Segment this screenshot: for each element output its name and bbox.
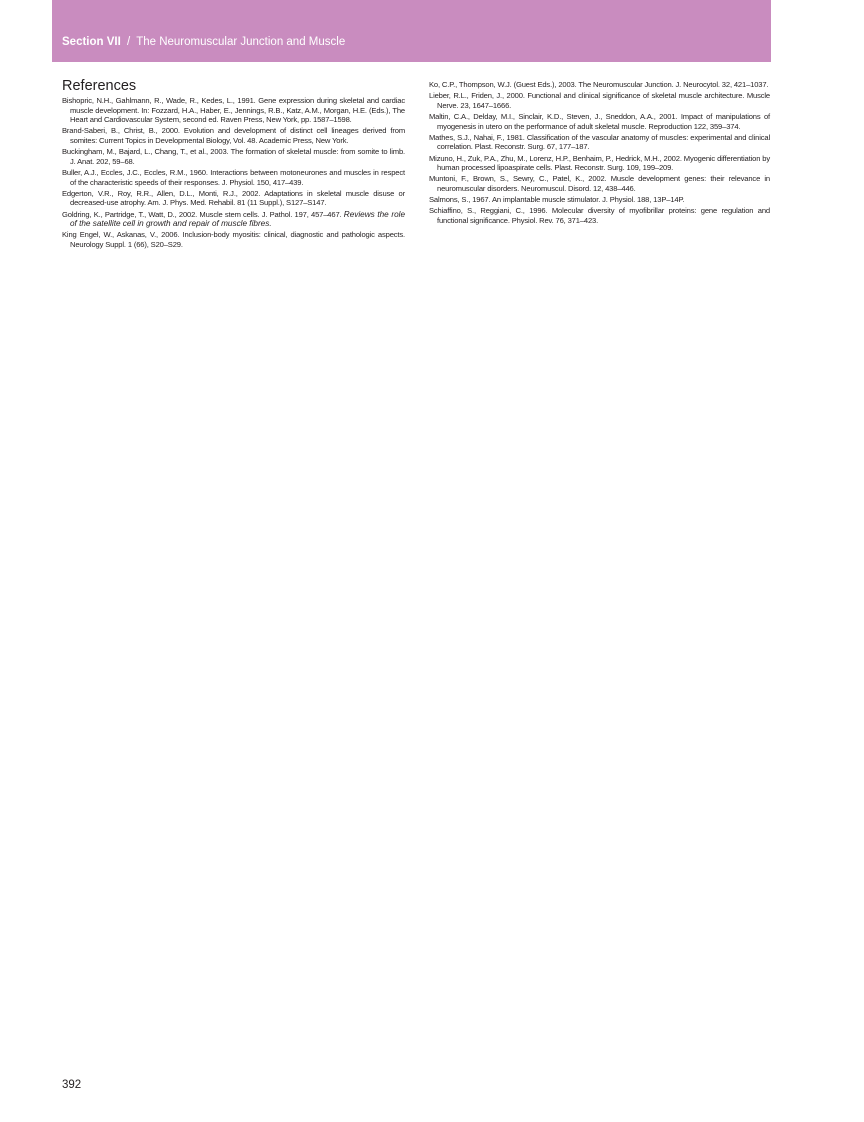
reference-text: Bishopric, N.H., Gahlmann, R., Wade, R., Kedes, L., 1991. Gene expression during skeletal and cardiac muscle development. In: Fozzard, H.A., Haber, E., Jennings, R.B., Katz, A.M., Morgan, H.E. (Eds.), The Heart and Cardiovascular System, second ed. Raven Press, New York, pp. 1587–1598. bbox=[62, 96, 405, 125]
reference-item bbox=[62, 147, 405, 166]
reference-text: King Engel, W., Askanas, V., 2006. Inclusion-body myositis: clinical, diagnostic and pathologic aspects. Neurology Suppl. 1 (66), S20–S29. bbox=[62, 230, 405, 249]
references-right-column bbox=[429, 80, 770, 227]
references-heading: References bbox=[62, 78, 137, 94]
reference-text: Ko, C.P., Thompson, W.J. (Guest Eds.), 2003. The Neuromuscular Junction. J. Neurocytol. 32, 421–1037. bbox=[429, 80, 769, 89]
reference-text: Mathes, S.J., Nahai, F., 1981. Classification of the vascular anatomy of muscles: experimental and clinical correlation. Plast. Reconstr. Surg. 67, 177–187. bbox=[429, 132, 770, 152]
reference-item bbox=[62, 189, 405, 208]
page-number: 392 bbox=[62, 1079, 82, 1091]
reference-item bbox=[62, 230, 405, 249]
reference-text: Mizuno, H., Zuk, P.A., Zhu, M., Lorenz, H.P., Benhaim, P., Hedrick, M.H., 2002. Myogenic differentiation by human processed lipoaspirate cells. Plast. Reconstr. Surg. 109, 199–209. bbox=[429, 153, 770, 173]
running-header bbox=[62, 36, 345, 48]
reference-item bbox=[62, 168, 405, 187]
reference-text: Maltin, C.A., Delday, M.I., Sinclair, K.D., Steven, J., Sneddon, A.A., 2001. Impact of manipulations of myogenesis in utero on the performance of adult skeletal muscle. Reproduction 122, 359–374. bbox=[429, 111, 770, 131]
chapter-title: The Neuromuscular Junction and Muscle bbox=[136, 36, 346, 48]
section-label: Section VII bbox=[62, 36, 121, 48]
reference-item bbox=[62, 96, 405, 125]
reference-item bbox=[429, 195, 770, 205]
reference-item bbox=[429, 112, 770, 131]
reference-item bbox=[429, 206, 770, 225]
reference-annotation: Reviews the role of the satellite cell in growth and repair of muscle fibres. bbox=[70, 209, 405, 229]
reference-text: Goldring, K., Partridge, T., Watt, D., 2002. Muscle stem cells. J. Pathol. 197, 457–467. bbox=[62, 209, 344, 219]
reference-text: Salmons, S., 1967. An implantable muscle stimulator. J. Physiol. 188, 13P–14P. bbox=[429, 195, 685, 205]
header-separator: / bbox=[127, 36, 131, 48]
references-left-column bbox=[62, 78, 405, 251]
reference-text: Lieber, R.L., Friden, J., 2000. Functional and clinical significance of skeletal muscle architecture. Muscle Nerve. 23, 1647–1666. bbox=[429, 91, 770, 110]
reference-item bbox=[62, 126, 405, 145]
reference-text: Brand-Saberi, B., Christ, B., 2000. Evolution and development of distinct cell lineages derived from somites: Current Topics in Developmental Biology, Vol. 48. Academic Press, New York. bbox=[62, 126, 405, 145]
reference-text: Muntoni, F., Brown, S., Sewry, C., Patel, K., 2002. Muscle development genes: their relevance in neuromuscular disorders. Neuromuscul. Disord. 12, 438–446. bbox=[429, 174, 770, 193]
reference-item bbox=[429, 154, 770, 173]
reference-text: Buller, A.J., Eccles, J.C., Eccles, R.M., 1960. Interactions between motoneurones and muscles in respect of the characteristic speeds of their responses. J. Physiol. 150, 417–439. bbox=[62, 167, 405, 187]
reference-item bbox=[429, 174, 770, 193]
reference-item bbox=[429, 91, 770, 110]
reference-text: Schiaffino, S., Reggiani, C., 1996. Molecular diversity of myofibrillar proteins: gene regulation and functional significance. Physiol. Rev. 76, 371–423. bbox=[429, 206, 770, 225]
reference-item bbox=[429, 133, 770, 152]
reference-item bbox=[429, 80, 770, 90]
reference-item bbox=[62, 210, 405, 229]
reference-text: Edgerton, V.R., Roy, R.R., Allen, D.L., Monti, R.J., 2002. Adaptations in skeletal muscle disuse or decreased-use atrophy. Am. J. Phys. Med. Rehabil. 81 (11 Suppl.), S127–S147. bbox=[62, 188, 405, 208]
reference-text: Buckingham, M., Bajard, L., Chang, T., et al., 2003. The formation of skeletal muscle: from somite to limb. J. Anat. 202, 59–68. bbox=[62, 147, 405, 166]
section-header-band bbox=[52, 0, 771, 62]
